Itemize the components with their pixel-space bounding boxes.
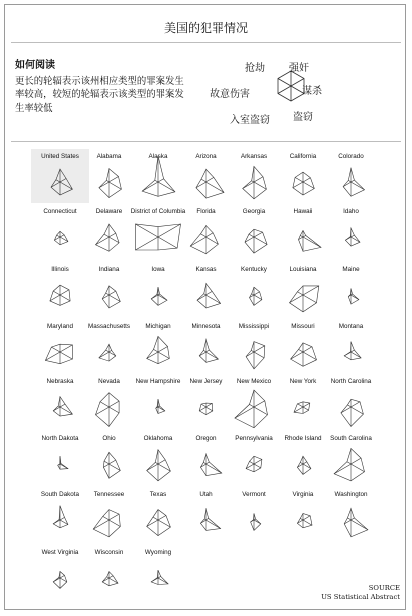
spoke-3 — [53, 578, 60, 582]
spoke-2 — [103, 516, 109, 520]
spoke-3 — [344, 352, 351, 356]
spoke-0 — [206, 177, 214, 182]
state-label: Alabama — [96, 153, 122, 160]
spoke-2 — [104, 461, 109, 464]
state-label: Minnesota — [191, 323, 221, 330]
spoke-3 — [199, 352, 206, 356]
legend-label-larceny-theft: 盗窃 — [293, 112, 313, 123]
state-star-vermont — [242, 491, 266, 530]
state-star-virginia — [293, 491, 314, 528]
spoke-0 — [158, 576, 161, 578]
spoke-5 — [60, 464, 68, 469]
state-label: Delaware — [95, 208, 123, 215]
star-outline — [196, 169, 224, 198]
source-note — [321, 584, 400, 602]
state-star-washington — [334, 491, 368, 537]
legend-label-forcible-rape: 强奸 — [289, 63, 309, 74]
legend-label-burglary: 入室盗窃 — [230, 115, 270, 126]
state-label: Rhode Island — [284, 435, 322, 442]
state-star-south-carolina — [330, 435, 372, 481]
spoke-0 — [351, 180, 354, 182]
state-label: Maryland — [47, 323, 73, 330]
state-label: Wisconsin — [94, 549, 124, 556]
spoke-0 — [109, 514, 119, 520]
spoke-0 — [254, 459, 262, 464]
spoke-2 — [300, 235, 303, 237]
state-star-rhode-island — [284, 435, 322, 474]
spoke-3 — [99, 352, 109, 358]
state-label: Wyoming — [144, 549, 172, 556]
state-star-wisconsin — [95, 549, 124, 586]
spoke-5 — [109, 407, 119, 413]
legend-label-robbery: 抢劫 — [245, 63, 265, 74]
spoke-3 — [142, 182, 158, 191]
spoke-5 — [206, 520, 221, 529]
spoke-2 — [300, 462, 303, 464]
state-label: New Mexico — [236, 378, 272, 385]
spoke-0 — [351, 235, 354, 237]
state-label: United States — [41, 153, 79, 160]
state-star-oregon — [195, 435, 221, 476]
spoke-2 — [106, 350, 109, 352]
spoke-0 — [158, 516, 166, 521]
state-star-north-carolina — [331, 378, 372, 427]
spoke-5 — [303, 520, 312, 525]
star-outline — [54, 231, 68, 245]
spoke-3 — [151, 295, 158, 299]
spoke-3 — [147, 352, 158, 359]
spoke-0 — [109, 177, 119, 183]
state-star-california — [290, 153, 317, 195]
state-label: Illinois — [51, 266, 69, 273]
state-star-kansas — [195, 266, 220, 308]
spoke-2 — [155, 180, 158, 182]
spoke-0 — [351, 402, 360, 407]
state-label: North Carolina — [330, 378, 372, 385]
spoke-5 — [254, 407, 268, 415]
state-star-mississippi — [239, 323, 269, 369]
state-star-arizona — [195, 153, 224, 198]
spoke-3 — [53, 520, 60, 524]
spoke-5 — [206, 182, 224, 192]
spoke-0 — [109, 460, 116, 464]
spoke-0 — [60, 517, 65, 520]
spoke-2 — [250, 404, 255, 407]
state-label: District of Columbia — [130, 208, 186, 215]
star-outline — [147, 510, 171, 536]
state-label: Indiana — [98, 266, 120, 273]
chart-title: 美国的犯罪情况 — [163, 21, 248, 35]
state-star-connecticut — [43, 208, 77, 245]
spoke-5 — [109, 182, 121, 189]
spoke-5 — [303, 295, 317, 303]
spoke-2 — [297, 292, 303, 295]
star-outline — [102, 286, 120, 308]
state-star-indiana — [99, 266, 121, 308]
spoke-2 — [300, 518, 303, 520]
spoke-0 — [60, 290, 69, 295]
spoke-3 — [93, 520, 109, 529]
spoke-2 — [203, 350, 206, 352]
state-label: Kansas — [195, 266, 217, 273]
state-star-georgia — [243, 208, 267, 253]
state-star-united-states — [31, 149, 89, 203]
spoke-0 — [254, 292, 260, 295]
howto-heading: 如何阅读 — [15, 60, 55, 71]
star-outline — [93, 510, 120, 537]
state-label: Nebraska — [46, 378, 74, 385]
state-label: South Carolina — [330, 435, 372, 442]
state-star-wyoming — [145, 549, 172, 585]
spoke-5 — [109, 352, 116, 356]
spoke-5 — [60, 295, 70, 301]
state-label: Georgia — [242, 208, 266, 215]
spoke-0 — [109, 350, 112, 352]
spoke-0 — [254, 401, 265, 407]
spoke-2 — [106, 293, 109, 295]
spoke-3 — [96, 237, 110, 245]
spoke-2 — [347, 405, 351, 407]
star-outline — [297, 456, 311, 474]
state-star-alabama — [97, 153, 122, 198]
star-outline — [96, 393, 120, 427]
spoke-5 — [254, 237, 267, 245]
spoke-0 — [60, 575, 65, 578]
state-star-oklahoma — [144, 435, 173, 481]
spoke-3 — [243, 182, 254, 189]
state-label: New Jersey — [189, 378, 223, 385]
state-star-maine — [342, 266, 360, 304]
spoke-0 — [109, 291, 116, 295]
state-label: Oregon — [195, 435, 217, 442]
state-star-hawaii — [294, 208, 321, 251]
spoke-5 — [351, 295, 359, 300]
spoke-0 — [303, 516, 310, 520]
spoke-3 — [151, 578, 158, 582]
spoke-0 — [303, 178, 310, 182]
spoke-0 — [109, 233, 116, 237]
spoke-0 — [351, 350, 354, 352]
star-outline — [53, 506, 68, 528]
spoke-3 — [343, 182, 351, 187]
star-outline — [58, 456, 68, 469]
star-outline — [341, 399, 364, 426]
state-star-south-dakota — [41, 491, 80, 528]
spoke-3 — [246, 352, 254, 357]
state-star-new-jersey — [190, 378, 224, 415]
spoke-2 — [203, 462, 206, 464]
spoke-0 — [60, 235, 64, 237]
spoke-2 — [200, 234, 206, 237]
spoke-3 — [102, 578, 109, 582]
spoke-2 — [201, 404, 206, 407]
state-star-iowa — [151, 266, 167, 305]
star-outline — [190, 225, 218, 254]
state-label: Tennessee — [93, 491, 125, 498]
state-label: Colorado — [338, 153, 364, 160]
state-star-maryland — [45, 323, 73, 364]
spoke-2 — [153, 517, 158, 520]
spoke-3 — [103, 464, 109, 467]
state-label: Nevada — [98, 378, 120, 385]
state-star-louisiana — [290, 266, 319, 312]
star-outline — [142, 156, 175, 196]
legend-label-aggravated-assault: 故意伤害 — [210, 89, 250, 100]
star-outline — [251, 514, 261, 531]
spoke-5 — [158, 237, 177, 248]
state-star-new-hampshire — [136, 378, 181, 414]
spoke-3 — [341, 407, 351, 413]
state-label: Iowa — [151, 266, 165, 273]
spoke-2 — [53, 291, 60, 295]
state-label: Vermont — [242, 491, 266, 498]
state-label: Kentucky — [241, 266, 267, 273]
spoke-5 — [254, 464, 261, 468]
state-label: Missouri — [291, 323, 315, 330]
star-outline — [291, 343, 317, 366]
state-star-minnesota — [191, 323, 221, 362]
spoke-2 — [252, 294, 254, 295]
state-star-nevada — [96, 378, 121, 427]
spoke-5 — [351, 352, 361, 358]
spoke-2 — [107, 577, 109, 578]
legend-label-murder: 谋杀 — [302, 86, 322, 97]
state-label: Montana — [338, 323, 364, 330]
spoke-5 — [351, 520, 368, 530]
star-outline — [343, 168, 364, 197]
state-label: Michigan — [145, 323, 171, 330]
spoke-5 — [206, 407, 213, 411]
spoke-0 — [109, 576, 113, 578]
state-star-ohio — [102, 435, 120, 478]
star-outline — [99, 169, 122, 198]
spoke-2 — [249, 234, 254, 237]
spoke-2 — [347, 462, 351, 464]
source-label: SOURCE — [368, 584, 400, 592]
spoke-2 — [204, 294, 206, 295]
star-outline — [293, 172, 314, 195]
state-star-tennessee — [93, 491, 125, 537]
state-label: New Hampshire — [135, 378, 181, 385]
spoke-0 — [60, 345, 72, 352]
spoke-2 — [104, 234, 109, 237]
star-outline — [290, 286, 319, 312]
spoke-0 — [206, 233, 213, 237]
state-label: Virginia — [292, 491, 314, 498]
state-star-idaho — [343, 208, 360, 246]
spoke-0 — [303, 403, 310, 407]
spoke-3 — [136, 237, 159, 250]
spoke-0 — [206, 291, 212, 295]
spoke-0 — [351, 458, 361, 464]
spoke-3 — [190, 237, 206, 246]
state-star-missouri — [291, 323, 317, 366]
state-label: Florida — [196, 208, 216, 215]
state-label: Louisiana — [289, 266, 317, 273]
spoke-2 — [57, 235, 60, 237]
spoke-0 — [158, 179, 164, 182]
state-label: Arkansas — [240, 153, 268, 160]
spoke-0 — [351, 518, 354, 520]
state-star-arkansas — [241, 153, 267, 199]
state-star-new-york — [290, 378, 317, 414]
state-label: California — [289, 153, 317, 160]
spoke-5 — [206, 295, 221, 303]
star-outline — [344, 342, 361, 360]
state-star-montana — [339, 323, 364, 360]
star-outline — [200, 454, 221, 476]
spoke-0 — [206, 350, 209, 352]
spoke-0 — [254, 346, 265, 352]
spoke-2 — [348, 180, 351, 182]
star-outline — [197, 283, 221, 308]
spoke-2 — [295, 177, 303, 182]
state-star-alaska — [142, 153, 175, 196]
spoke-0 — [254, 177, 263, 182]
spoke-0 — [303, 235, 306, 237]
state-star-massachusetts — [88, 323, 130, 361]
state-star-colorado — [338, 153, 364, 196]
spoke-5 — [351, 464, 365, 472]
spoke-0 — [158, 347, 168, 353]
spoke-0 — [254, 232, 263, 237]
state-label: West Virginia — [41, 549, 79, 556]
state-star-nebraska — [47, 378, 74, 416]
star-outline — [147, 450, 171, 481]
state-label: Idaho — [343, 208, 359, 215]
source-text: US Statistical Abstract — [321, 593, 400, 601]
state-label: Utah — [199, 491, 213, 498]
spoke-3 — [293, 182, 303, 188]
spoke-5 — [206, 464, 222, 473]
state-label: Hawaii — [293, 208, 313, 215]
state-star-west-virginia — [42, 549, 79, 588]
state-label: Arizona — [195, 153, 217, 160]
spoke-0 — [303, 462, 307, 464]
state-label: Maine — [342, 266, 360, 273]
star-outline — [151, 287, 167, 305]
state-star-florida — [190, 208, 218, 254]
spoke-5 — [254, 352, 264, 358]
state-star-delaware — [96, 208, 123, 251]
spoke-5 — [158, 520, 170, 527]
spoke-2 — [155, 462, 158, 464]
state-label: New York — [289, 378, 317, 385]
spoke-0 — [303, 286, 319, 295]
state-label: Connecticut — [43, 208, 77, 215]
state-label: Texas — [149, 491, 167, 498]
spoke-5 — [158, 352, 169, 359]
state-star-new-mexico — [235, 378, 272, 428]
spoke-2 — [299, 349, 304, 352]
spoke-5 — [158, 295, 167, 300]
state-label: Ohio — [102, 435, 116, 442]
state-star-north-dakota — [41, 435, 79, 469]
spoke-5 — [60, 352, 72, 359]
spoke-2 — [201, 179, 206, 182]
spoke-5 — [303, 237, 321, 247]
spoke-0 — [158, 460, 165, 464]
spoke-0 — [60, 404, 65, 407]
state-label: Massachusetts — [88, 323, 130, 330]
spoke-5 — [60, 407, 72, 414]
spoke-2 — [252, 181, 254, 182]
spoke-3 — [147, 520, 158, 527]
spoke-0 — [206, 462, 209, 464]
state-label: Pennsylvania — [235, 435, 273, 442]
spoke-2 — [154, 349, 159, 352]
state-star-utah — [199, 491, 220, 530]
spoke-3 — [345, 237, 351, 240]
star-outline — [156, 399, 165, 413]
star-outline — [200, 508, 220, 530]
star-outline — [345, 228, 360, 246]
state-label: Oklahoma — [143, 435, 173, 442]
state-star-district-of-columbia — [131, 208, 186, 250]
state-star-texas — [147, 491, 171, 536]
spoke-2 — [347, 518, 351, 520]
spoke-2 — [250, 461, 255, 464]
spoke-3 — [235, 407, 254, 418]
star-outline — [245, 229, 267, 253]
spoke-3 — [290, 295, 304, 303]
spoke-2 — [106, 180, 109, 182]
spoke-0 — [303, 347, 312, 352]
spoke-0 — [206, 518, 209, 520]
spoke-2 — [297, 404, 303, 407]
spoke-0 — [109, 401, 119, 407]
spoke-2 — [51, 347, 60, 352]
spoke-5 — [158, 182, 175, 192]
state-label: Alaska — [148, 153, 168, 160]
howto-text: 更长的轮辐表示该州相应类型的罪案发生率较高，较短的轮辐表示该类型的罪案发生率较低 — [15, 76, 184, 114]
state-star-pennsylvania — [235, 435, 273, 472]
state-star-illinois — [50, 266, 70, 305]
spoke-2 — [100, 402, 109, 407]
state-label: South Dakota — [40, 491, 80, 498]
spoke-3 — [291, 352, 303, 359]
spoke-5 — [109, 520, 120, 527]
spoke-5 — [303, 407, 309, 410]
state-label: Mississippi — [238, 323, 270, 330]
state-star-kentucky — [241, 266, 268, 305]
spoke-5 — [351, 237, 360, 242]
spoke-0 — [206, 403, 212, 407]
state-star-michigan — [145, 323, 171, 364]
star-outline — [53, 397, 72, 417]
state-label: North Dakota — [41, 435, 79, 442]
state-label: Washington — [334, 491, 368, 498]
spoke-2 — [251, 350, 254, 352]
